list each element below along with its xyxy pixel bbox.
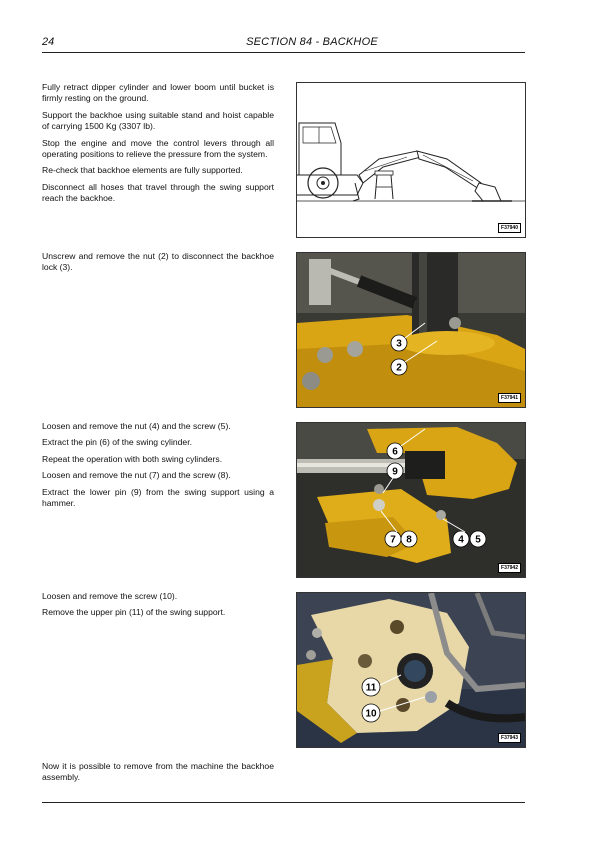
svg-text:9: 9	[392, 466, 398, 478]
svg-text:7: 7	[390, 534, 396, 546]
section-title: SECTION 84 - BACKHOE	[246, 36, 378, 48]
callout-3	[391, 335, 407, 351]
instruction-text: Loosen and remove the nut (4) and the screw (5).	[42, 421, 231, 431]
callout-4	[453, 531, 469, 547]
figure-code: F37941	[498, 393, 521, 403]
instruction-text: Disconnect all hoses that travel through the swing support reach the backhoe.	[42, 181, 274, 204]
callout-9	[387, 463, 403, 479]
svg-text:5: 5	[475, 534, 481, 546]
instruction-text: Support the backhoe using suitable stand and hoist capable of carrying 1500 Kg (3307 lb).	[42, 109, 274, 132]
callout-8	[401, 531, 417, 547]
instruction-text: Repeat the operation with both swing cylinders.	[42, 453, 223, 464]
svg-text:11: 11	[365, 682, 377, 694]
callout-7	[385, 531, 401, 547]
instruction-text: Extract the lower pin (9) from the swing support using a hammer.	[42, 486, 274, 509]
figure-backhoe-lock-photo	[296, 252, 526, 408]
instructions-block-4	[42, 591, 274, 624]
page-number: 24	[42, 36, 55, 48]
instructions-block-3	[42, 421, 274, 514]
figure-code: F37943	[498, 733, 521, 743]
svg-text:4: 4	[458, 534, 464, 546]
svg-text:3: 3	[396, 338, 402, 350]
instruction-text: Stop the engine and move the control levers through all operating positions to relieve the pressure from the system.	[42, 137, 274, 160]
callout-2	[391, 359, 407, 375]
figure-swing-support-photo	[296, 422, 526, 578]
instructions-block-2	[42, 251, 274, 279]
svg-text:10: 10	[365, 708, 377, 720]
instruction-text: Unscrew and remove the nut (2) to disconnect the backhoe lock (3).	[42, 251, 274, 273]
figure-upper-pin-photo	[296, 592, 526, 748]
instruction-text: Remove the upper pin (11) of the swing support.	[42, 607, 226, 618]
callout-10	[362, 704, 380, 722]
figure-backhoe-support-drawing	[296, 82, 526, 238]
figure-code: F37942	[498, 563, 521, 573]
footer-rule	[42, 802, 525, 803]
instruction-text: Loosen and remove the screw (10).	[42, 591, 178, 601]
svg-text:2: 2	[396, 362, 402, 374]
swing-support-photo	[297, 423, 525, 577]
page-header	[42, 36, 525, 53]
instructions-block-5	[42, 761, 274, 789]
instruction-text: Fully retract dipper cylinder and lower boom until bucket is firmly resting on the ground.	[42, 82, 274, 104]
callout-6	[387, 443, 403, 459]
instruction-text: Extract the pin (6) of the swing cylinder.	[42, 437, 192, 448]
instruction-text: Now it is possible to remove from the machine the backhoe assembly.	[42, 761, 274, 783]
backhoe-drawing	[297, 83, 525, 237]
instructions-block-1	[42, 82, 274, 210]
upper-pin-photo	[297, 593, 525, 747]
instruction-text: Re-check that backhoe elements are fully supported.	[42, 165, 243, 176]
svg-text:8: 8	[406, 534, 412, 546]
figure-code: F37940	[498, 223, 521, 233]
callout-5	[470, 531, 486, 547]
svg-text:6: 6	[392, 446, 398, 458]
instruction-text: Loosen and remove the nut (7) and the screw (8).	[42, 470, 231, 481]
backhoe-lock-photo	[297, 253, 525, 407]
callout-11	[362, 678, 380, 696]
